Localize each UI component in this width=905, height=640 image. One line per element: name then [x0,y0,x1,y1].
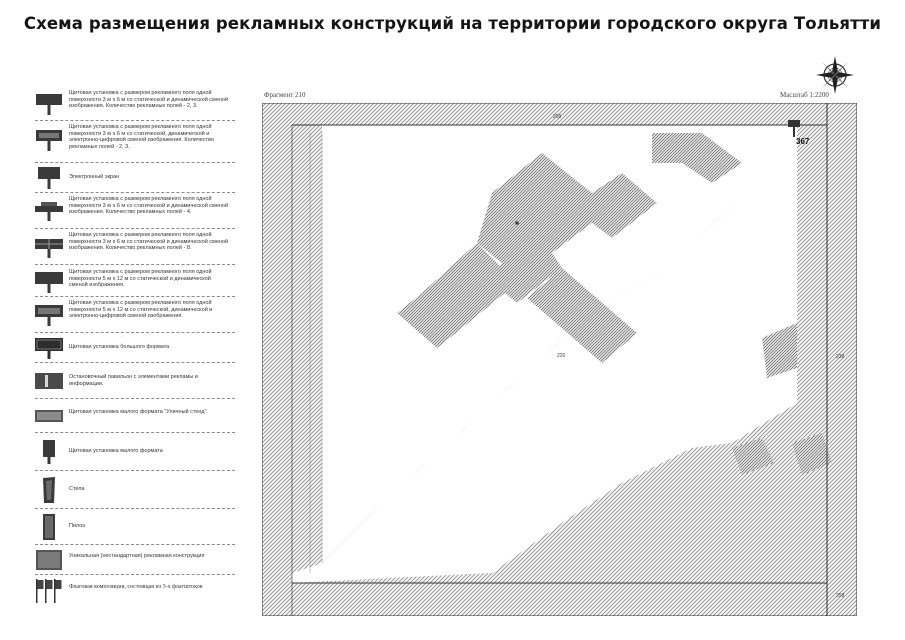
legend-item-label: Остановочный павильон с элементами рекламы и информации. [69,374,198,387]
legend-item-label: Щитовая установка с размером рекламного поля одной поверхности 5 м х 12 м со статической и динамической сменой изображения. [69,269,212,289]
billboard-8-fields-icon [35,235,63,259]
bottom-right-neighbor-label: 258 [836,593,845,599]
legend-item-label: Щитовая установка с размером рекламного поля одной поверхности 3 м х 6 м со статической и динамической сменой изображения. Количество рекламных полей - 4. [69,196,229,216]
legend-item-label: Щитовая установка малого формата [69,448,163,454]
legend-item-label: Щитовая установка с размером рекламного поля одной поверхности 5 м х 12 м со статической, динамической и электронно-цифровой сменой изображения. [69,300,213,320]
structure-number[interactable]: 367 [796,137,810,146]
legend-item-label: Флаговая композиция, состоящая из 3-х флагштоков [69,584,203,590]
stele-icon [35,476,63,504]
fragment-label: Фрагмент 210 [264,91,306,99]
legend-item [35,400,235,433]
right-neighbor-label: 238 [836,354,845,360]
small-format-billboard-icon [35,439,63,465]
legend-item-label: Пилон [69,523,86,529]
legend-item-label: Уникальная (нестандартная) рекламная конструкция [69,553,205,559]
legend-item-label: Щитовая установка с размером рекламного поля одной поверхности 3 м х 6 м со статической и динамической сменой изображения. Количество рекламных полей - 8. [69,232,229,252]
legend-item [35,472,235,509]
center-label: 220 [557,353,566,359]
billboard-3x6-digital-icon [35,128,63,152]
map-fragment [262,103,857,616]
legend-item [35,334,235,363]
legend-item [35,576,235,606]
scale-label: Масштаб 1:2200 [780,91,829,99]
billboard-5x12-icon [35,270,63,294]
street-stand-icon [35,408,63,424]
legend-item [35,298,235,333]
legend-item [35,194,235,229]
billboard-4-fields-icon [35,200,63,222]
billboard-5x12-digital-icon [35,303,63,327]
legend-item-label: Щитовая установка с размером рекламного поля одной поверхности 3 м х 6 м со статической и динамической сменой изображения. Количество рекламных полей - 2, 3. [69,90,229,110]
legend-item-label: Стела [69,486,85,492]
legend-item [35,164,235,193]
large-format-billboard-icon [35,336,63,360]
legend-item-label: Щитовая установка большого формата [69,344,170,350]
compass-rose-icon [815,55,855,95]
page-title: Схема размещения рекламных конструкций на территории городского округа Тольятти [23,14,882,33]
electronic-screen-icon [35,166,63,190]
legend-item [35,230,235,265]
legend-item-label: Щитовая установка малого формата "Уличный стенд" [69,409,207,415]
legend-item-label: Щитовая установка с размером рекламного поля одной поверхности 3 м х 6 м со статической, динамической и электронно-цифровой сменой изображения. Количество рекламных полей - 2, 3. [69,124,214,150]
legend-item [35,88,235,121]
legend-item [35,122,235,163]
billboard-3x6-icon [35,92,63,116]
bus-stop-pavilion-icon [35,371,63,391]
top-neighbor-label: 209 [553,114,562,120]
pylon-icon [35,513,63,541]
legend-item [35,434,235,471]
legend-item [35,510,235,545]
unique-structure-icon [35,549,63,571]
legend-item [35,546,235,575]
legend-item [35,364,235,399]
legend-item [35,266,235,297]
legend-item-label: Электронный экран [69,174,120,180]
flag-composition-icon [35,578,63,604]
